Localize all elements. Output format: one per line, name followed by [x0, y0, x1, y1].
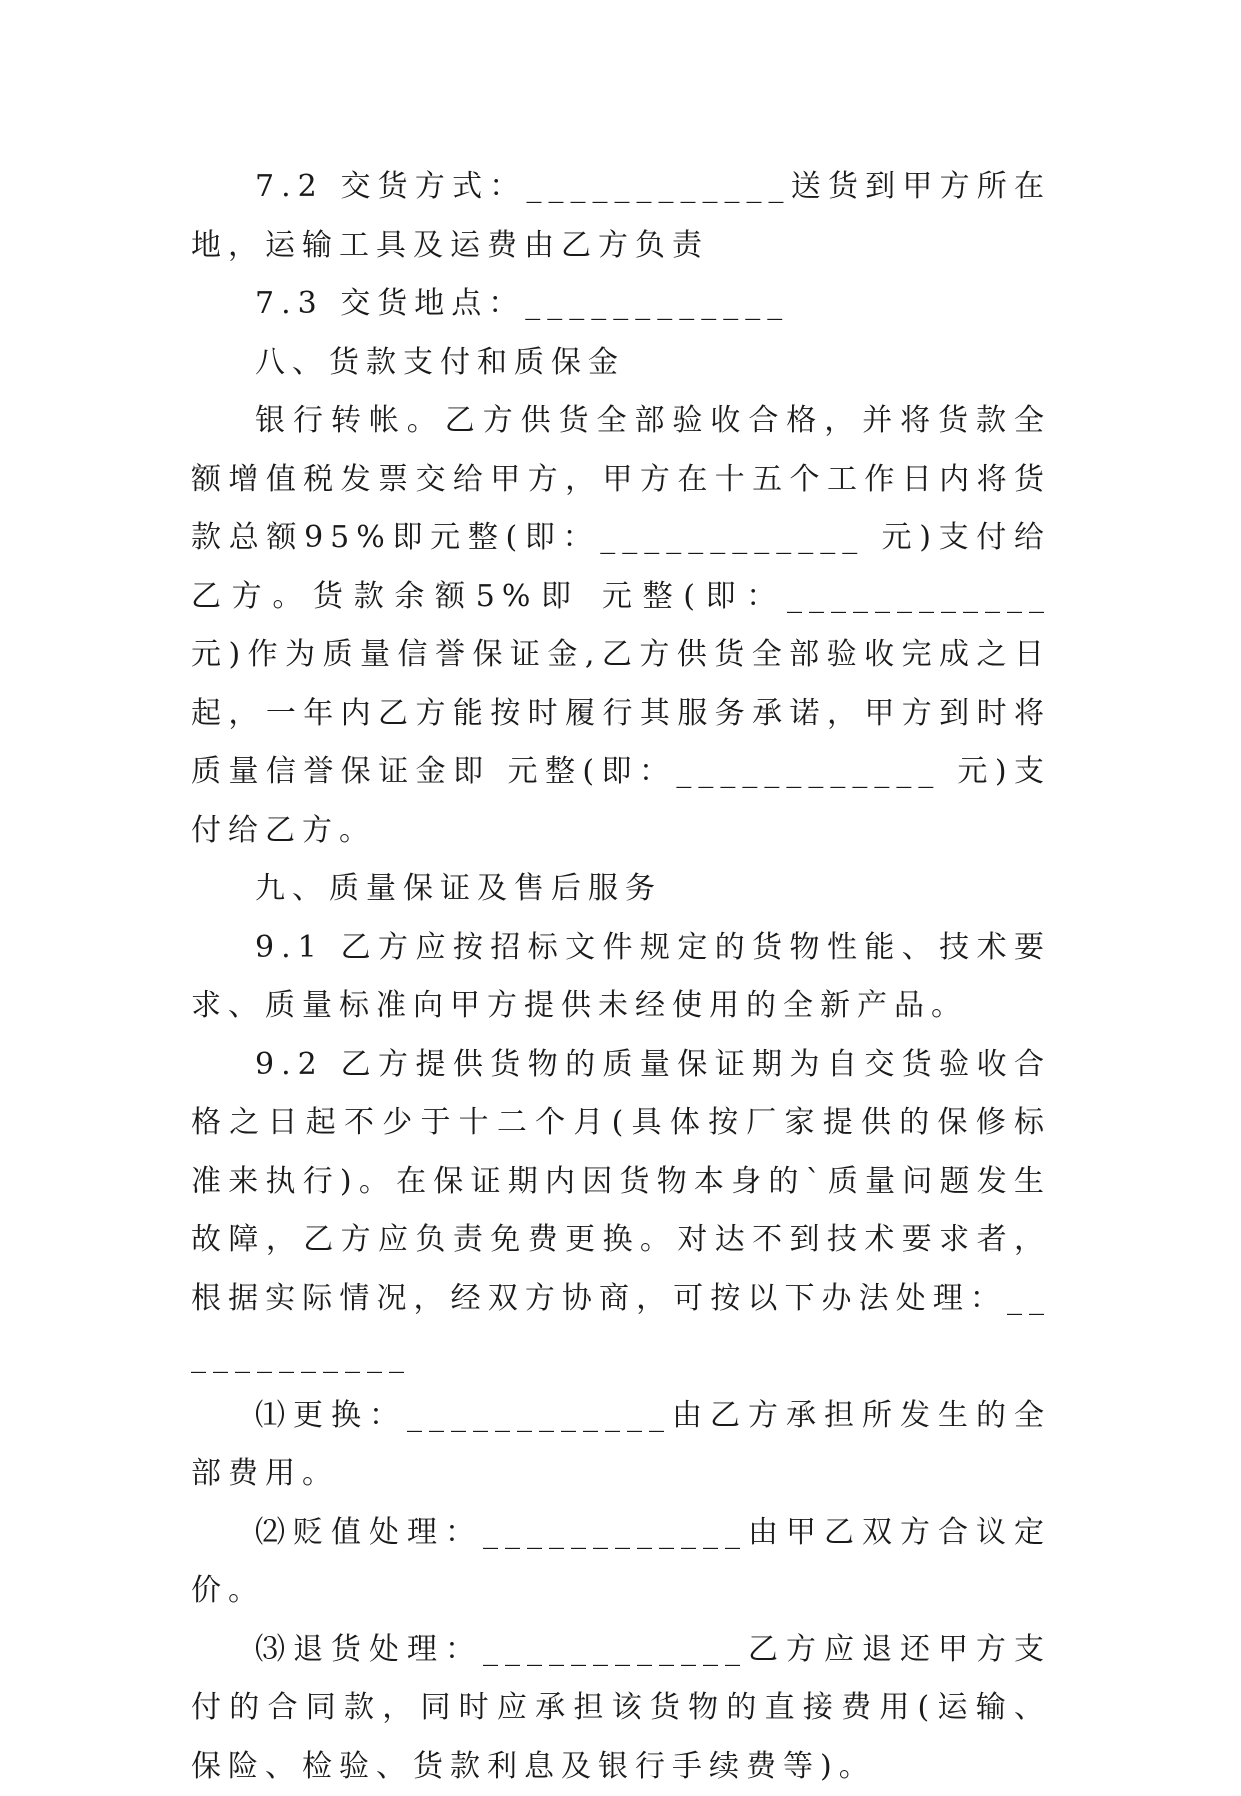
remedy-replacement: ⑴更换：____________由乙方承担所发生的全部费用。: [191, 1387, 1051, 1504]
section-9-heading: 九、质量保证及售后服务: [191, 860, 1051, 919]
document-body: [191, 158, 1051, 1796]
section-8-heading: 八、货款支付和质保金: [191, 334, 1051, 393]
remedy-return: ⑶退货处理：____________乙方应退还甲方支付的合同款，同时应承担该货物的直接费用(运输、保险、检验、货款利息及银行手续费等)。: [191, 1621, 1051, 1796]
clause-7-2-delivery-method: 7.2 交货方式：____________送货到甲方所在地，运输工具及运费由乙方负责: [191, 158, 1051, 275]
clause-7-3-delivery-location: 7.3 交货地点：____________: [191, 275, 1051, 334]
payment-terms-paragraph: 银行转帐。乙方供货全部验收合格，并将货款全额增值税发票交给甲方，甲方在十五个工作日内将货款总额95%即元整(即：____________ 元)支付给乙方。货款余额5%即 元整(即：____________ 元)作为质量信誉保证金,乙方供货全部验收完成之日起，一年内乙方能按时履行其服务承诺，甲方到时将质量信誉保证金即 元整(即：____________ 元)支付给乙方。: [191, 392, 1051, 860]
clause-9-2-warranty: 9.2 乙方提供货物的质量保证期为自交货验收合格之日起不少于十二个月(具体按厂家提供的保修标准来执行)。在保证期内因货物本身的`质量问题发生故障，乙方应负责免费更换。对达不到技术要求者，根据实际情况，经双方协商，可按以下办法处理：____________: [191, 1036, 1051, 1387]
remedy-depreciation: ⑵贬值处理：____________由甲乙双方合议定价。: [191, 1504, 1051, 1621]
clause-9-1-quality: 9.1 乙方应按招标文件规定的货物性能、技术要求、质量标准向甲方提供未经使用的全新产品。: [191, 919, 1051, 1036]
